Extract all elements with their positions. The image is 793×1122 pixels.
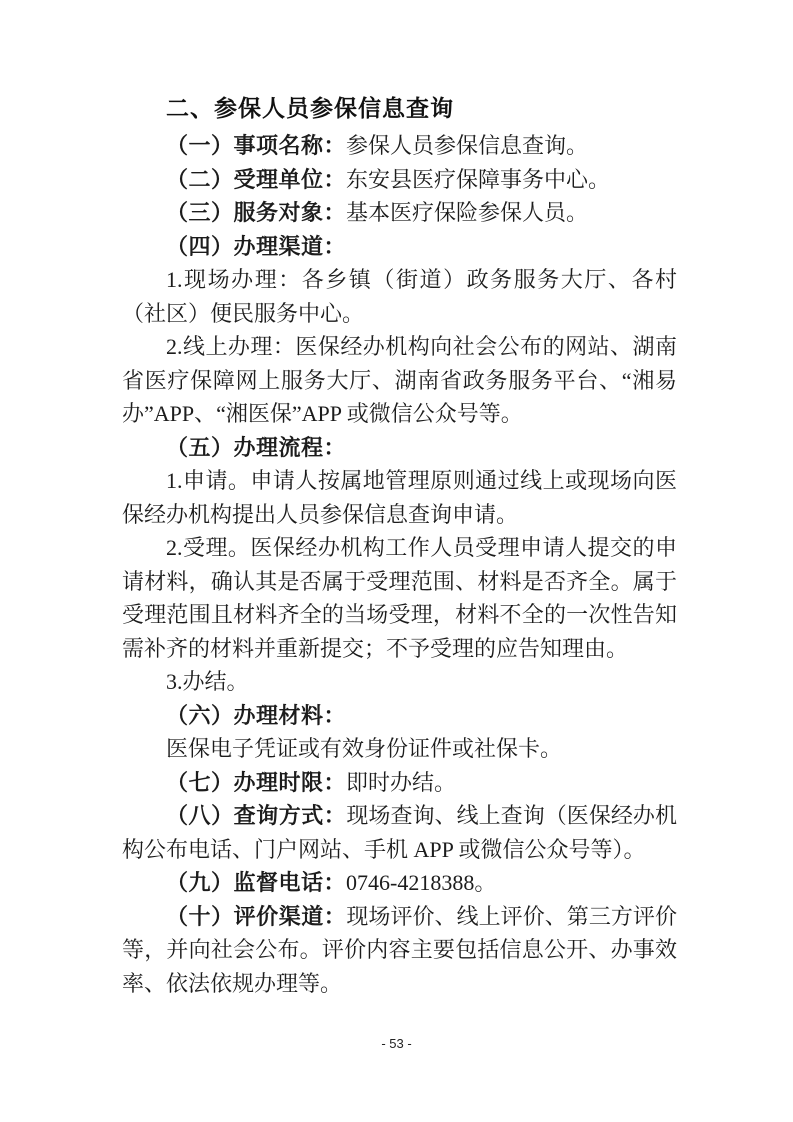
paragraph-text: 基本医疗保险参保人员。 bbox=[346, 200, 589, 225]
paragraph-label: （八）查询方式： bbox=[166, 803, 347, 828]
paragraph-text: 1.申请。申请人按属地管理原则通过线上或现场向医保经办机构提出人员参保信息查询申请。 bbox=[122, 468, 677, 527]
paragraph-text: 现场评价、线上评价、第三方评价等，并向社会公布。评价内容主要包括信息公开、办事效率、依法依规办理等。 bbox=[122, 903, 677, 996]
paragraph-process-accept bbox=[122, 531, 677, 665]
paragraph-text: 2.受理。医保经办机构工作人员受理申请人提交的申请材料，确认其是否属于受理范围、材料是否齐全。属于受理范围且材料齐全的当场受理，材料不全的一次性告知需补齐的材料并重新提交；不予受理的应告知理由。 bbox=[122, 535, 677, 661]
paragraph-supervision-phone bbox=[122, 866, 677, 900]
paragraph-process-complete bbox=[122, 665, 677, 699]
paragraph-text: 3.办结。 bbox=[166, 669, 249, 694]
paragraph-channel-onsite bbox=[122, 263, 677, 330]
page-number: - 53 - bbox=[381, 1036, 412, 1051]
paragraph-service-target bbox=[122, 196, 677, 230]
paragraph-label: （五）办理流程： bbox=[166, 434, 347, 460]
paragraph-label: （三）服务对象： bbox=[166, 200, 347, 225]
paragraph-query-methods bbox=[122, 799, 677, 866]
paragraph-text: 即时办结。 bbox=[346, 769, 457, 795]
paragraph-label: （十）评价渠道： bbox=[166, 903, 347, 929]
section-heading: 二、参保人员参保信息查询 bbox=[166, 95, 454, 121]
paragraph-label: （六）办理材料： bbox=[166, 702, 347, 728]
paragraph-text: 参保人员参保信息查询。 bbox=[346, 133, 589, 158]
paragraph-accepting-unit bbox=[122, 163, 677, 197]
document-content bbox=[122, 90, 677, 1000]
paragraph-process-apply bbox=[122, 464, 677, 531]
paragraph-process-heading bbox=[122, 431, 677, 465]
paragraph-text: 医保电子凭证或有效身份证件或社保卡。 bbox=[166, 736, 563, 761]
paragraph-label: （四）办理渠道： bbox=[166, 233, 347, 259]
paragraph-channels-heading bbox=[122, 230, 677, 264]
paragraph-text: 0746-4218388。 bbox=[346, 870, 497, 895]
paragraph-label: （一）事项名称： bbox=[166, 133, 347, 158]
paragraph-materials-content bbox=[122, 732, 677, 766]
paragraph-materials-heading bbox=[122, 699, 677, 733]
paragraph-time-limit bbox=[122, 766, 677, 800]
paragraph-label: （二）受理单位： bbox=[166, 166, 347, 192]
paragraph-text: 现场查询、线上查询（医保经办机构公布电话、门户网站、手机 APP 或微信公众号等）。 bbox=[122, 803, 677, 862]
paragraph-channel-online bbox=[122, 330, 677, 431]
paragraph-item-name bbox=[122, 129, 677, 163]
paragraph-evaluation-channels bbox=[122, 900, 677, 1001]
paragraph-text: 东安县医疗保障事务中心。 bbox=[346, 166, 611, 192]
paragraph-text: 1.现场办理：各乡镇（街道）政务服务大厅、各村（社区）便民服务中心。 bbox=[122, 267, 677, 326]
paragraph-label: （九）监督电话： bbox=[166, 870, 347, 895]
paragraph-label: （七）办理时限： bbox=[166, 769, 347, 795]
paragraph-text: 2.线上办理：医保经办机构向社会公布的网站、湖南省医疗保障网上服务大厅、湖南省政务服务平台、“湘易办”APP、“湘医保”APP 或微信公众号等。 bbox=[122, 334, 677, 426]
